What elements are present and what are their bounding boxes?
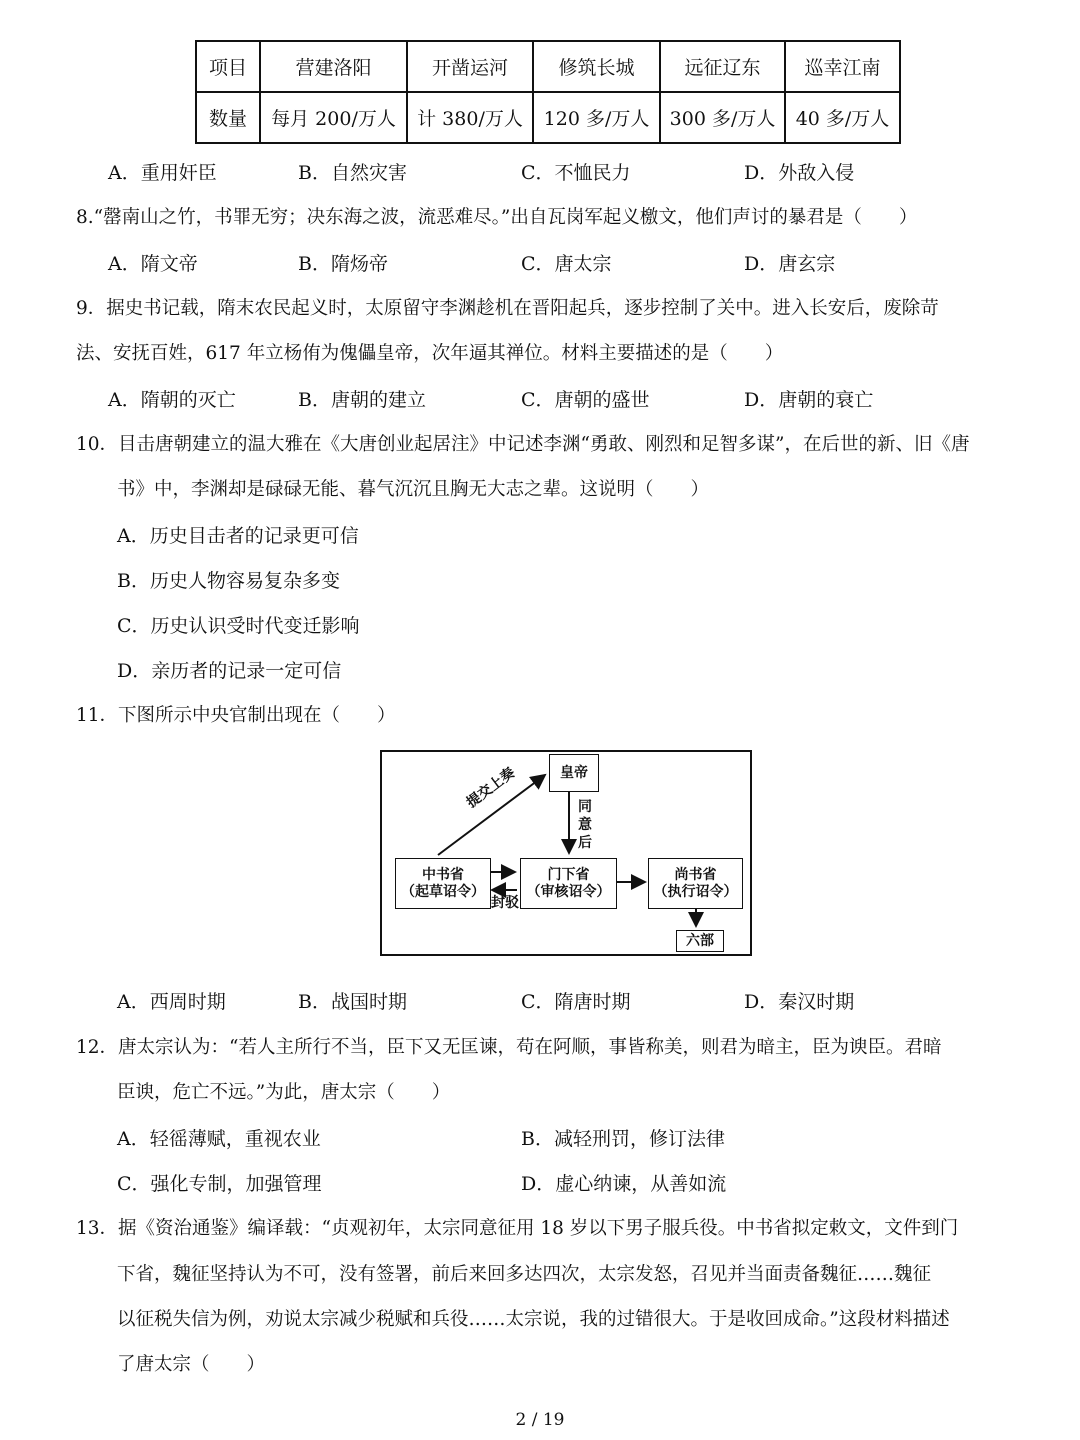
table-cell: 120 多/万人 — [533, 92, 660, 143]
q7-option-c[interactable]: C．不恤民力 — [521, 162, 631, 184]
table-header-row — [196, 41, 900, 92]
label-reject: 封驳 — [491, 895, 519, 911]
emperor-label: 皇帝 — [560, 764, 588, 781]
table-cell: 远征辽东 — [660, 41, 785, 92]
question-13-line1: 13．据《资治通鉴》编译载：“贞观初年，太宗同意征用 18 岁以下男子服兵役。中书省拟定敕文，文件到门 — [76, 1218, 959, 1239]
question-8-text: 8.“罄南山之竹，书罪无穷；决东海之波，流恶难尽。”出自瓦岗军起义檄文，他们声讨的暴君是（ ） — [76, 207, 918, 228]
table-cell: 项目 — [196, 41, 260, 92]
table-row — [196, 92, 900, 143]
table-cell: 巡幸江南 — [785, 41, 900, 92]
label-agree: 同意后 — [578, 799, 592, 851]
table-cell: 开凿运河 — [407, 41, 533, 92]
q10-option-b[interactable]: B．历史人物容易复杂多变 — [117, 570, 340, 592]
q10-option-d[interactable]: D．亲历者的记录一定可信 — [117, 660, 342, 682]
q9-option-b[interactable]: B．唐朝的建立 — [298, 389, 426, 411]
q8-option-b[interactable]: B．隋炀帝 — [298, 253, 388, 275]
shangshu-label: 尚书省 — [674, 866, 717, 883]
q11-option-a[interactable]: A．西周时期 — [117, 991, 226, 1013]
question-9-line2: 法、安抚百姓，617 年立杨侑为傀儡皇帝，次年逼其禅位。材料主要描述的是（ ） — [76, 343, 784, 364]
q9-option-c[interactable]: C．唐朝的盛世 — [521, 389, 650, 411]
zhongshu-box — [395, 858, 491, 909]
table-cell: 营建洛阳 — [260, 41, 407, 92]
table-cell: 计 380/万人 — [407, 92, 533, 143]
q7-option-b[interactable]: B．自然灾害 — [298, 162, 407, 184]
question-13-line2: 下省，魏征坚持认为不可，没有签署，前后来回多达四次，太宗发怒，召见并当面责备魏征……魏征 — [117, 1264, 932, 1285]
labor-statistics-table — [195, 40, 901, 144]
table-cell: 300 多/万人 — [660, 92, 785, 143]
table-cell: 40 多/万人 — [785, 92, 900, 143]
q12-option-c[interactable]: C．强化专制，加强管理 — [117, 1173, 322, 1195]
q12-option-b[interactable]: B．减轻刑罚，修订法律 — [521, 1128, 725, 1150]
liubu-label: 六部 — [686, 932, 714, 949]
q10-option-c[interactable]: C．历史认识受时代变迁影响 — [117, 615, 360, 637]
q12-option-d[interactable]: D．虚心纳谏，从善如流 — [521, 1173, 727, 1195]
q8-option-a[interactable]: A．隋文帝 — [108, 253, 198, 275]
question-13-line3: 以征税失信为例，劝说太宗减少税赋和兵役……太宗说，我的过错很大。于是收回成命。”这段材料描述 — [117, 1309, 950, 1330]
question-10-line1: 10．目击唐朝建立的温大雅在《大唐创业起居注》中记述李渊“勇敢、刚烈和足智多谋”，在后世的新、旧《唐 — [76, 434, 970, 455]
liubu-box — [676, 930, 724, 952]
q8-option-c[interactable]: C．唐太宗 — [521, 253, 612, 275]
menxia-label: 门下省 — [547, 866, 590, 883]
emperor-box — [549, 754, 599, 792]
table-cell: 修筑长城 — [533, 41, 660, 92]
q9-option-a[interactable]: A．隋朝的灭亡 — [108, 389, 236, 411]
q8-option-d[interactable]: D．唐玄宗 — [744, 253, 836, 275]
q7-option-d[interactable]: D．外敌入侵 — [744, 162, 855, 184]
page-number: 2 / 19 — [515, 1410, 565, 1430]
zhongshu-label: 中书省 — [422, 866, 464, 883]
central-government-diagram — [380, 750, 752, 956]
q11-option-b[interactable]: B．战国时期 — [298, 991, 407, 1013]
shangshu-role: （执行诏令） — [653, 883, 738, 900]
zhongshu-role: （起草诏令） — [401, 883, 485, 900]
question-9-line1: 9．据史书记载，隋末农民起义时，太原留守李渊趁机在晋阳起兵，逐步控制了关中。进入长安后，废除苛 — [76, 298, 939, 319]
q11-option-c[interactable]: C．隋唐时期 — [521, 991, 631, 1013]
q10-option-a[interactable]: A．历史目击者的记录更可信 — [117, 525, 359, 547]
question-10-line2: 书》中，李渊却是碌碌无能、暮气沉沉且胸无大志之辈。这说明（ ） — [117, 479, 710, 500]
table-cell: 数量 — [196, 92, 260, 143]
table-cell: 每月 200/万人 — [260, 92, 407, 143]
q7-option-a[interactable]: A．重用奸臣 — [108, 162, 217, 184]
label-submit: 提交上奏 — [463, 764, 519, 812]
q11-option-d[interactable]: D．秦汉时期 — [744, 991, 855, 1013]
shangshu-box — [648, 858, 743, 909]
q12-option-a[interactable]: A．轻徭薄赋，重视农业 — [117, 1128, 321, 1150]
question-12-line1: 12．唐太宗认为：“若人主所行不当，臣下又无匡谏，苟在阿顺，事皆称美，则君为暗主，臣为谀臣。君暗 — [76, 1037, 942, 1058]
q9-option-d[interactable]: D．唐朝的衰亡 — [744, 389, 874, 411]
question-13-line4: 了唐太宗（ ） — [117, 1354, 266, 1375]
question-11-text: 11．下图所示中央官制出现在（ ） — [76, 705, 396, 726]
menxia-role: （审核诏令） — [526, 883, 611, 900]
menxia-box — [520, 858, 617, 909]
question-12-line2: 臣谀，危亡不远。”为此，唐太宗（ ） — [117, 1082, 451, 1103]
